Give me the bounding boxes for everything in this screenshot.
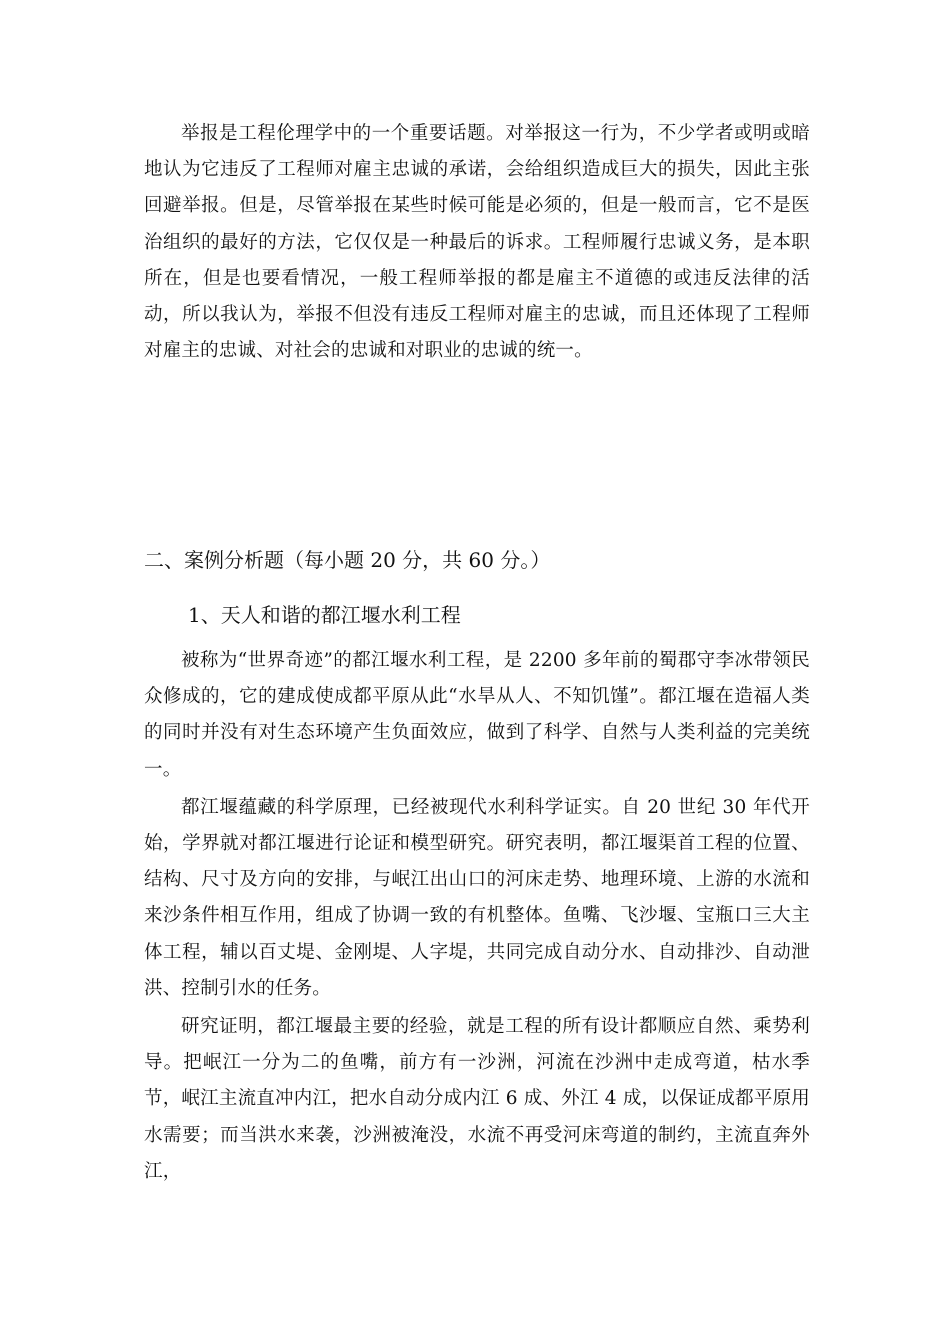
case-paragraph-2: 都江堰蕴藏的科学原理，已经被现代水利科学证实。自 20 世纪 30 年代开始，学界就对都江堰进行论证和模型研究。研究表明，都江堰渠首工程的位置、结构、尺寸及方向的安排，与岷江出山口的河床走势、地理环境、上游的水流和来沙条件相互作用，组成了协调一致的有机整体。鱼嘴、飞沙堰、宝瓶口三大主体工程，辅以百丈堤、金刚堤、人字堤，共同完成自动分水、自动排沙、自动泄洪、控制引水的任务。 <box>144 796 810 999</box>
case-body <box>144 643 810 1190</box>
section-heading: 二、案例分析题（每小题 20 分，共 60 分。） <box>144 548 551 572</box>
case-paragraph-3: 研究证明，都江堰最主要的经验，就是工程的所有设计都顺应自然、乘势利导。把岷江一分为二的鱼嘴，前方有一沙洲，河流在沙洲中走成弯道，枯水季节，岷江主流直冲内江，把水自动分成内江 6 成、外江 4 成，以保证成都平原用水需要；而当洪水来袭，沙洲被淹没，水流不再受河床弯道的制约，主流直奔外江， <box>144 1016 810 1182</box>
intro-paragraph: 举报是工程伦理学中的一个重要话题。对举报这一行为，不少学者或明或暗地认为它违反了工程师对雇主忠诚的承诺，会给组织造成巨大的损失，因此主张回避举报。但是，尽管举报在某些时候可能是必须的，但是一般而言，它不是医治组织的最好的方法，它仅仅是一种最后的诉求。工程师履行忠诚义务，是本职所在，但是也要看情况，一般工程师举报的都是雇主不道德的或违反法律的活动，所以我认为，举报不但没有违反工程师对雇主的忠诚，而且还体现了工程师对雇主的忠诚、对社会的忠诚和对职业的忠诚的统一。 <box>144 123 810 362</box>
case-paragraph-1: 被称为“世界奇迹”的都江堰水利工程，是 2200 多年前的蜀郡守李冰带领民众修成的，它的建成使成都平原从此“水旱从人、不知饥馑”。都江堰在造福人类的同时并没有对生态环境产生负面效应，做到了科学、自然与人类利益的完美统一。 <box>144 650 810 780</box>
intro-section <box>144 116 810 369</box>
case-title: 1、天人和谐的都江堰水利工程 <box>188 603 461 627</box>
